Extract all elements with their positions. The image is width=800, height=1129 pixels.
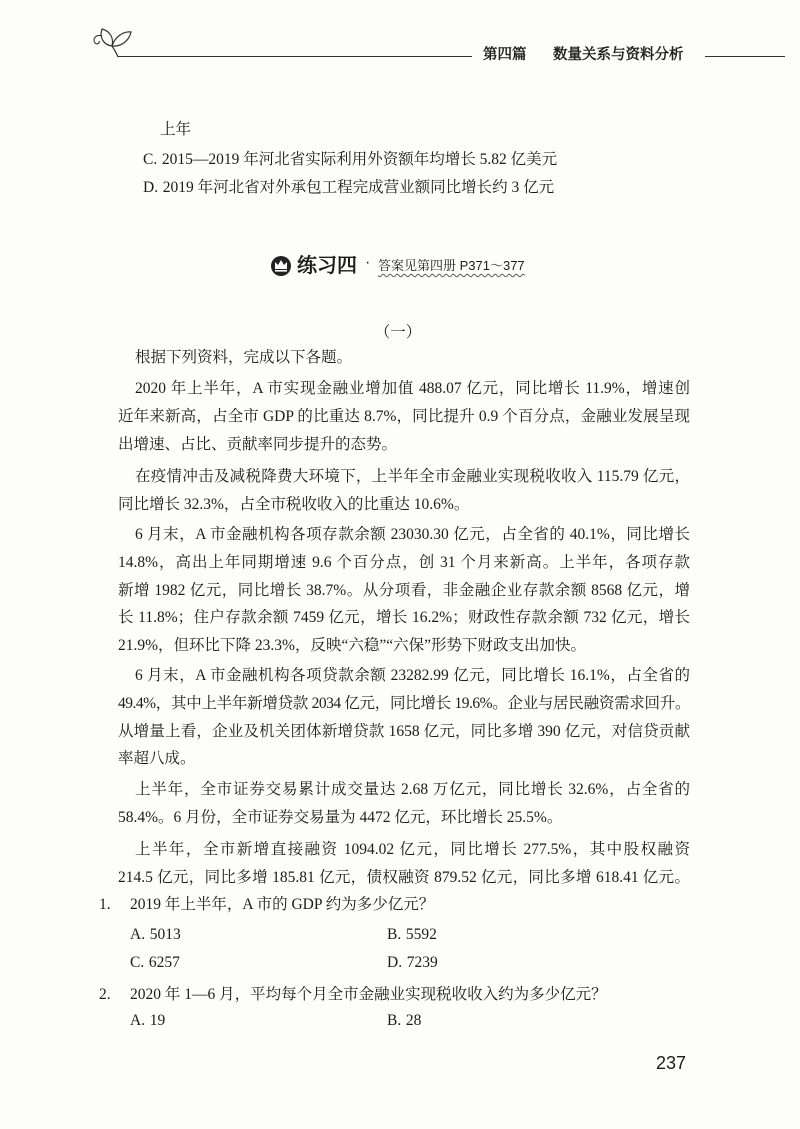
question-stem: 2019 年上半年，A 市的 GDP 约为多少亿元？ xyxy=(130,896,435,913)
question-1-option-a xyxy=(130,921,181,949)
option-text: 6257 xyxy=(148,954,180,971)
passage-line: 上半年，全市证券交易累计成交量达 2.68 万亿元，同比增长 32.6%，占全省的 xyxy=(135,781,690,798)
passage-line: 近年来新高，占全市 GDP 的比重达 8.7%，同比提升 0.9 个百分点，金融业发展呈现 xyxy=(118,407,690,425)
option-text: 7239 xyxy=(406,954,438,971)
passage-line: 14.8%，高出上年同期增速 9.6 个百分点，创 31 个月来新高。上半年，各项存款 xyxy=(118,553,690,571)
question-1-option-b xyxy=(387,921,437,949)
question-number: 2. xyxy=(99,986,111,1003)
passage-line: 6 月末，A 市金融机构各项存款余额 23030.30 亿元，占全省的 40.1%，同比增长 xyxy=(135,526,690,543)
option-text: 2015—2019 年河北省实际利用外资额年均增长 5.82 亿美元 xyxy=(161,151,558,168)
option-label: B. xyxy=(387,926,402,943)
header-rule-left xyxy=(118,56,472,57)
passage-paragraph-3 xyxy=(118,521,690,660)
instruction-text: 根据下列资料，完成以下各题。 xyxy=(135,349,353,366)
passage-paragraph-6 xyxy=(118,836,690,892)
passage-line: 长 11.8%；住户存款余额 7459 亿元，增长 16.2%；财政性存款余额 732 亿元，增长 xyxy=(118,609,690,627)
answer-reference: 答案见第四册 P371～377 xyxy=(378,258,525,273)
option-label: B. xyxy=(387,1012,402,1029)
passage-paragraph-4 xyxy=(118,662,690,773)
option-text: 5592 xyxy=(405,926,437,943)
passage-line: 新增 1982 亿元，同比增长 38.7%。从分项看，非金融企业存款余额 8568 亿元，增 xyxy=(118,581,690,599)
option-text: 28 xyxy=(405,1012,422,1029)
instruction xyxy=(118,344,690,372)
header-rule-right xyxy=(705,56,785,57)
header-part-label: 第四篇 xyxy=(483,47,527,63)
passage-line: 同比增长 32.3%，占全市税收收入的比重达 10.6%。 xyxy=(118,495,470,513)
question-1-option-c xyxy=(130,949,180,977)
heading-bullet: · xyxy=(365,254,371,271)
previous-question-continuation: 上年 xyxy=(160,121,192,138)
passage-paragraph-5 xyxy=(118,776,690,832)
option-d xyxy=(143,174,554,202)
option-text: 5013 xyxy=(149,926,181,943)
option-label: C. xyxy=(143,151,158,168)
option-label: D. xyxy=(143,179,159,196)
option-label: A. xyxy=(130,1012,146,1029)
option-c xyxy=(143,146,557,174)
option-label: D. xyxy=(387,954,403,971)
question-2-option-a xyxy=(130,1007,165,1035)
crown-badge-icon xyxy=(270,255,292,277)
option-text: 2019 年河北省对外承包工程完成营业额同比增长约 3 亿元 xyxy=(162,179,555,196)
option-text: 19 xyxy=(149,1012,166,1029)
exercise-title: 练习四 xyxy=(297,255,357,277)
passage-line: 2020 年上半年，A 市实现金融业增加值 488.07 亿元，同比增长 11.9%，增速创 xyxy=(135,380,690,397)
question-1-option-d xyxy=(387,949,438,977)
page-number: 237 xyxy=(656,1053,687,1073)
question-2-option-b xyxy=(387,1007,421,1035)
passage-line: 21.9%，但环比下降 23.3%，反映“六稳”“六保”形势下财政支出加快。 xyxy=(118,637,586,655)
passage-line: 58.4%。6 月份，全市证券交易量为 4472 亿元，环比增长 25.5%。 xyxy=(118,808,563,826)
passage-line: 6 月末，A 市金融机构各项贷款余额 23282.99 亿元，同比增长 16.1%，占全省的 xyxy=(135,667,690,684)
passage-line: 出增速、占比、贡献率同步提升的态势。 xyxy=(118,435,398,453)
set-label: （一） xyxy=(374,324,422,341)
passage-line: 从增量上看，企业及机关团体新增贷款 1658 亿元，同比多增 390 亿元，对信贷贡献 xyxy=(118,722,690,740)
sprout-icon xyxy=(88,18,134,60)
passage-line: 上半年，全市新增直接融资 1094.02 亿元，同比增长 277.5%，其中股权融资 xyxy=(135,841,690,858)
passage-line: 214.5 亿元，同比多增 185.81 亿元，债权融资 879.52 亿元，同比多增 618.41 亿元。 xyxy=(118,868,690,886)
option-label: A. xyxy=(130,926,146,943)
question-number: 1. xyxy=(99,896,111,913)
passage-paragraph-1 xyxy=(118,375,690,458)
header-title: 数量关系与资料分析 xyxy=(553,47,684,63)
passage-line: 49.4%，其中上半年新增贷款 2034 亿元，同比增长 19.6%。企业与居民融资需求回升。 xyxy=(118,694,690,712)
passage-line: 率超八成。 xyxy=(118,750,196,768)
option-label: C. xyxy=(130,954,145,971)
passage-paragraph-2 xyxy=(118,463,690,519)
question-stem: 2020 年 1—6 月，平均每个月全市金融业实现税收收入约为多少亿元？ xyxy=(130,986,607,1003)
passage-line: 在疫情冲击及减税降费大环境下，上半年全市金融业实现税收收入 115.79 亿元， xyxy=(135,468,690,485)
